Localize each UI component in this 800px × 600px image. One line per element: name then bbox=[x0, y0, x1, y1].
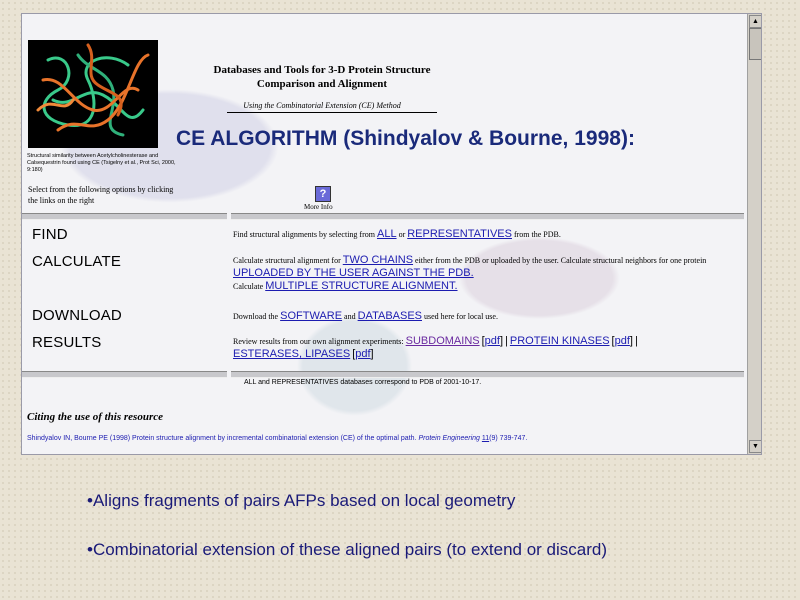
results-description: Review results from our own alignment experiments: SUBDOMAINS [pdf] | PROTEIN KINASES [pdf] | ESTERASES, LIPASES [pdf] bbox=[233, 335, 638, 360]
software-link[interactable]: SOFTWARE bbox=[280, 310, 343, 322]
bullet-combinatorial-extension: •Combinatorial extension of these aligned pairs (to extend or discard) bbox=[87, 540, 608, 559]
more-info-link[interactable]: More Info bbox=[304, 203, 333, 211]
method-subtitle: Using the Combinatorial Extension (CE) Method bbox=[172, 101, 472, 110]
all-link[interactable]: ALL bbox=[376, 228, 397, 240]
citation-text: Shindyalov IN, Bourne PE (1998) Protein structure alignment by incremental combinatorial extension (CE) of the optimal path. Protein Engineering 11(9) 739-747. bbox=[27, 435, 528, 442]
select-prompt: Select from the following options by clicking the links on the right bbox=[28, 185, 174, 205]
esterases-lipases-link[interactable]: ESTERASES, LIPASES bbox=[233, 348, 351, 360]
protein-kinases-link[interactable]: PROTEIN KINASES bbox=[509, 335, 610, 347]
embedded-webpage-screenshot bbox=[21, 13, 762, 455]
databases-link[interactable]: DATABASES bbox=[357, 310, 422, 322]
find-label: FIND bbox=[32, 226, 68, 243]
calculate-label: CALCULATE bbox=[32, 253, 122, 270]
subdomains-link[interactable]: SUBDOMAINS bbox=[405, 335, 480, 347]
divider-right-top bbox=[231, 213, 744, 220]
protein-structure-image bbox=[28, 40, 158, 148]
multiple-structure-alignment-link[interactable]: MULTIPLE STRUCTURE ALIGNMENT. bbox=[265, 280, 458, 292]
subdomains-pdf-link[interactable]: pdf bbox=[484, 335, 500, 347]
download-label: DOWNLOAD bbox=[32, 307, 122, 324]
journal-volume: 11 bbox=[481, 435, 490, 442]
slide-heading: CE ALGORITHM (Shindyalov & Bourne, 1998): bbox=[176, 127, 635, 150]
database-title-line1: Databases and Tools for 3-D Protein Structure bbox=[213, 64, 431, 76]
uploaded-by-user-link[interactable]: UPLOADED BY THE USER AGAINST THE PDB. bbox=[233, 267, 474, 279]
divider-right-bottom bbox=[231, 371, 744, 378]
database-title bbox=[172, 63, 472, 91]
find-description: Find structural alignments by selecting from ALL or REPRESENTATIVES from the PDB. bbox=[233, 228, 561, 240]
bullet-aligns: •Aligns fragments of pairs AFPs based on local geometry bbox=[87, 491, 516, 510]
vertical-scrollbar[interactable] bbox=[747, 14, 761, 454]
citing-heading: Citing the use of this resource bbox=[27, 411, 163, 423]
esterases-pdf-link[interactable]: pdf bbox=[355, 348, 371, 360]
database-title-line2: Comparison and Alignment bbox=[256, 78, 388, 90]
scroll-thumb[interactable] bbox=[749, 28, 762, 60]
scroll-down-arrow-icon[interactable]: ▼ bbox=[749, 440, 762, 453]
scroll-up-arrow-icon[interactable]: ▲ bbox=[749, 15, 762, 28]
journal-name: Protein Engineering bbox=[418, 435, 480, 442]
results-label: RESULTS bbox=[32, 334, 102, 351]
help-icon[interactable]: ? bbox=[315, 186, 331, 202]
divider-left-bottom bbox=[22, 371, 227, 378]
protein-kinases-pdf-link[interactable]: pdf bbox=[614, 335, 630, 347]
representatives-link[interactable]: REPRESENTATIVES bbox=[407, 228, 512, 240]
calculate-description: Calculate structural alignment for TWO CHAINS either from the PDB or uploaded by the user. Calculate structural neighbors for one protein UPLOADED BY THE USER AGAINST THE PDB. Calculate MULTIPLE STRUCTURE ALIGNMENT. bbox=[233, 254, 707, 292]
image-caption: Structural similarity between Acetylcholinesterase and Calsequestrin found using CE (Tsigelny et al., Prot Sci, 2000, 9:180) bbox=[27, 153, 176, 173]
database-date-note: ALL and REPRESENTATIVES databases correspond to PDB of 2001-10-17. bbox=[244, 379, 482, 386]
divider-left-top bbox=[22, 213, 227, 220]
two-chains-link[interactable]: TWO CHAINS bbox=[342, 254, 414, 266]
download-description: Download the SOFTWARE and DATABASES used here for local use. bbox=[233, 310, 498, 322]
